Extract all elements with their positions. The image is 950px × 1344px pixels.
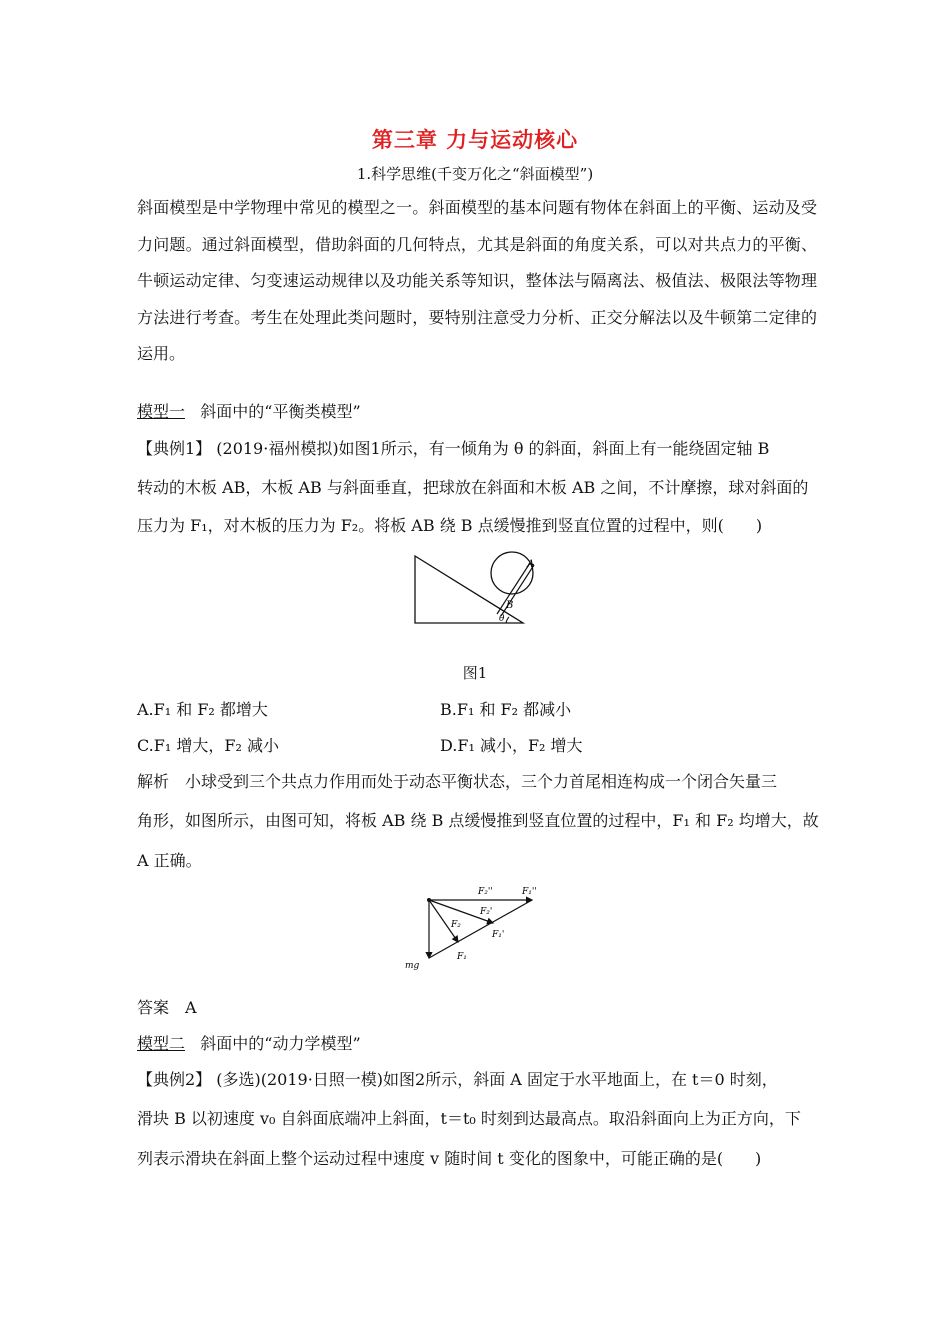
model2-text: 斜面中的“动力学模型” — [200, 1034, 361, 1053]
example1-line-2: 转动的木板 AB，木板 AB 与斜面垂直，把球放在斜面和木板 AB 之间，不计摩擦，球对斜面的 — [137, 478, 809, 497]
model1-text: 斜面中的“平衡类模型” — [200, 402, 361, 421]
option-c[interactable]: C.F₁ 增大，F₂ 减小 — [137, 736, 279, 755]
label-f2p: F₂' — [480, 907, 493, 917]
answer-1: 答案 A — [137, 998, 197, 1017]
model1-label: 模型一 — [137, 402, 186, 421]
model1-heading — [137, 399, 361, 422]
model2-label: 模型二 — [137, 1034, 186, 1053]
label-f1: F₁ — [457, 952, 467, 962]
example2-line-3: 列表示滑块在斜面上整个运动过程中速度 v 随时间 t 变化的图象中，可能正确的是( ) — [137, 1149, 762, 1168]
force-triangle-diagram — [400, 880, 560, 970]
figure-1-caption: 图1 — [462, 664, 488, 682]
option-a[interactable]: A.F₁ 和 F₂ 都增大 — [137, 700, 268, 719]
example1-line-1: 【典例1】 (2019·福州模拟)如图1所示，有一倾角为 θ 的斜面，斜面上有一能绕固定轴 B — [137, 439, 770, 458]
intro-paragraph: 斜面模型是中学物理中常见的模型之一。斜面模型的基本问题有物体在斜面上的平衡、运动及受力问题。通过斜面模型，借助斜面的几何特点，尤其是斜面的角度关系，可以对共点力的平衡、牛顿运动定律、匀变速运动规律以及功能关系等知识，整体法与隔离法、极值法、极限法等物理方法进行考查。考生在处理此类问题时，要特别注意受力分析、正交分解法以及牛顿第二定律的运用。 — [137, 198, 817, 363]
solution1-line-1: 解析 小球受到三个共点力作用而处于动态平衡状态，三个力首尾相连构成一个闭合矢量三 — [137, 772, 778, 791]
figure-1-label-theta: θ — [499, 614, 505, 624]
solution1-line-2: 角形，如图所示，由图可知，将板 AB 绕 B 点缓慢推到竖直位置的过程中，F₁ 和 F₂ 均增大，故 — [137, 811, 819, 830]
solution1-line-3: A 正确。 — [137, 851, 202, 870]
figure-1-label-a: A — [527, 559, 535, 570]
model2-heading — [137, 1031, 361, 1054]
figure-1-incline-diagram — [410, 548, 540, 628]
option-b[interactable]: B.F₁ 和 F₂ 都减小 — [440, 700, 572, 719]
label-f1p: F₁' — [492, 930, 505, 940]
label-mg: mg — [405, 961, 420, 970]
label-f1pp: F₁'' — [522, 887, 537, 897]
figure-1-label-b: B — [506, 600, 514, 611]
section-subtitle: 1.科学思维(千变万化之“斜面模型”) — [356, 165, 594, 183]
chapter-title: 第三章 力与运动核心 — [371, 127, 579, 152]
option-d[interactable]: D.F₁ 减小，F₂ 增大 — [440, 736, 583, 755]
label-f2pp: F₂'' — [478, 887, 493, 897]
label-f2: F₂ — [451, 920, 461, 930]
example1-line-3: 压力为 F₁，对木板的压力为 F₂。将板 AB 绕 B 点缓慢推到竖直位置的过程中，则( ) — [137, 516, 763, 535]
example2-line-2: 滑块 B 以初速度 v₀ 自斜面底端冲上斜面，t＝t₀ 时刻到达最高点。取沿斜面向上为正方向，下 — [137, 1109, 801, 1128]
example2-line-1: 【典例2】 (多选)(2019·日照一模)如图2所示，斜面 A 固定于水平地面上，在 t＝0 时刻， — [137, 1070, 778, 1089]
